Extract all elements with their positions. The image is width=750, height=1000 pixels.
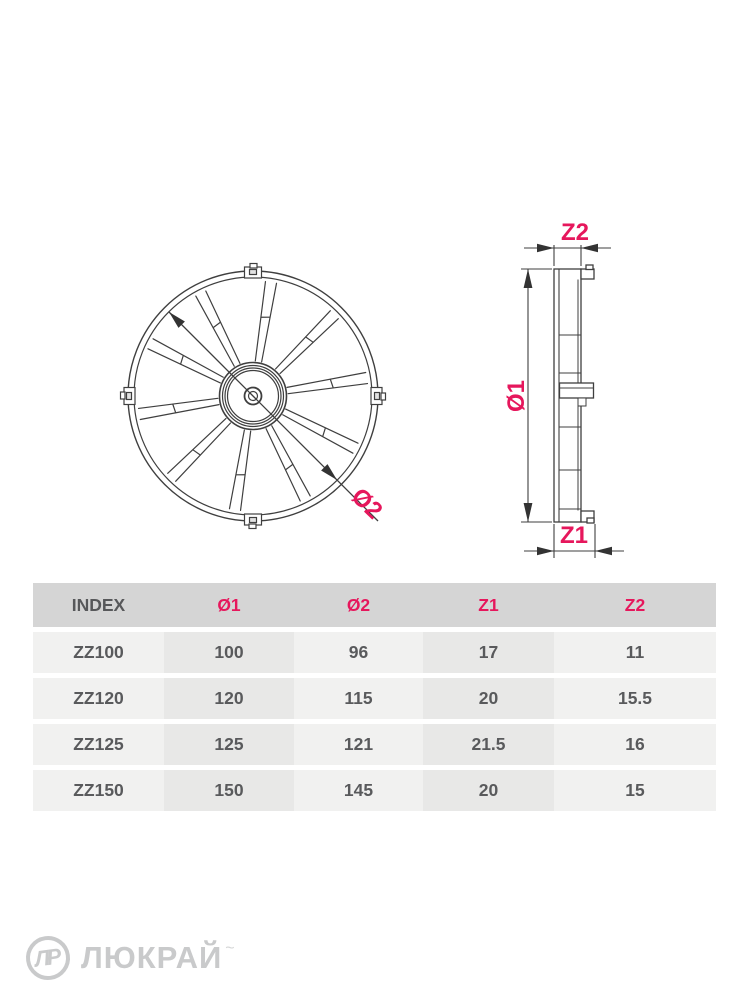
table-cell: 120 bbox=[164, 678, 294, 719]
table-cell: ZZ150 bbox=[33, 770, 164, 811]
table-row-zz150 bbox=[33, 770, 716, 811]
table-cell: 100 bbox=[164, 632, 294, 673]
dimension-label-z1: Z1 bbox=[559, 522, 589, 549]
dimension-label-d2: Ø2 bbox=[345, 482, 388, 525]
brand-logo bbox=[26, 933, 235, 983]
brand-monogram: ЛР bbox=[32, 943, 60, 972]
dimensions-table bbox=[33, 583, 716, 816]
table-cell: 16 bbox=[554, 724, 716, 765]
table-header-index: INDEX bbox=[33, 583, 164, 627]
table-header-z2: Z2 bbox=[554, 583, 716, 627]
table-row-zz120 bbox=[33, 678, 716, 719]
table-header-z1: Z1 bbox=[423, 583, 554, 627]
dimension-z2 bbox=[524, 219, 611, 266]
table-cell: 17 bbox=[423, 632, 554, 673]
fan-side-view bbox=[554, 265, 594, 523]
table-cell: 125 bbox=[164, 724, 294, 765]
table-cell: 145 bbox=[294, 770, 423, 811]
table-cell: ZZ125 bbox=[33, 724, 164, 765]
table-cell: 115 bbox=[294, 678, 423, 719]
table-row-zz100 bbox=[33, 632, 716, 673]
table-cell: 20 bbox=[423, 770, 554, 811]
table-cell: 15.5 bbox=[554, 678, 716, 719]
brand-name: ЛЮКРАЙ bbox=[81, 940, 223, 975]
table-header-d1: Ø1 bbox=[164, 583, 294, 627]
table-cell: 15 bbox=[554, 770, 716, 811]
brand-logo-icon bbox=[23, 933, 73, 983]
brand-swoosh-mark: ~ bbox=[225, 940, 235, 957]
table-cell: 20 bbox=[423, 678, 554, 719]
dimension-d1 bbox=[503, 269, 552, 522]
table-cell: 150 bbox=[164, 770, 294, 811]
table-row-zz125 bbox=[33, 724, 716, 765]
table-header-row bbox=[33, 583, 716, 627]
table-cell: 21.5 bbox=[423, 724, 554, 765]
table-cell: ZZ100 bbox=[33, 632, 164, 673]
table-cell: 11 bbox=[554, 632, 716, 673]
dimension-z1 bbox=[524, 522, 624, 558]
table-header-d2: Ø2 bbox=[294, 583, 423, 627]
top-clip bbox=[581, 265, 594, 279]
table-cell: 121 bbox=[294, 724, 423, 765]
dimension-label-z2: Z2 bbox=[560, 219, 590, 246]
table-cell: 96 bbox=[294, 632, 423, 673]
table-cell: ZZ120 bbox=[33, 678, 164, 719]
dimension-label-d1: Ø1 bbox=[503, 379, 530, 413]
